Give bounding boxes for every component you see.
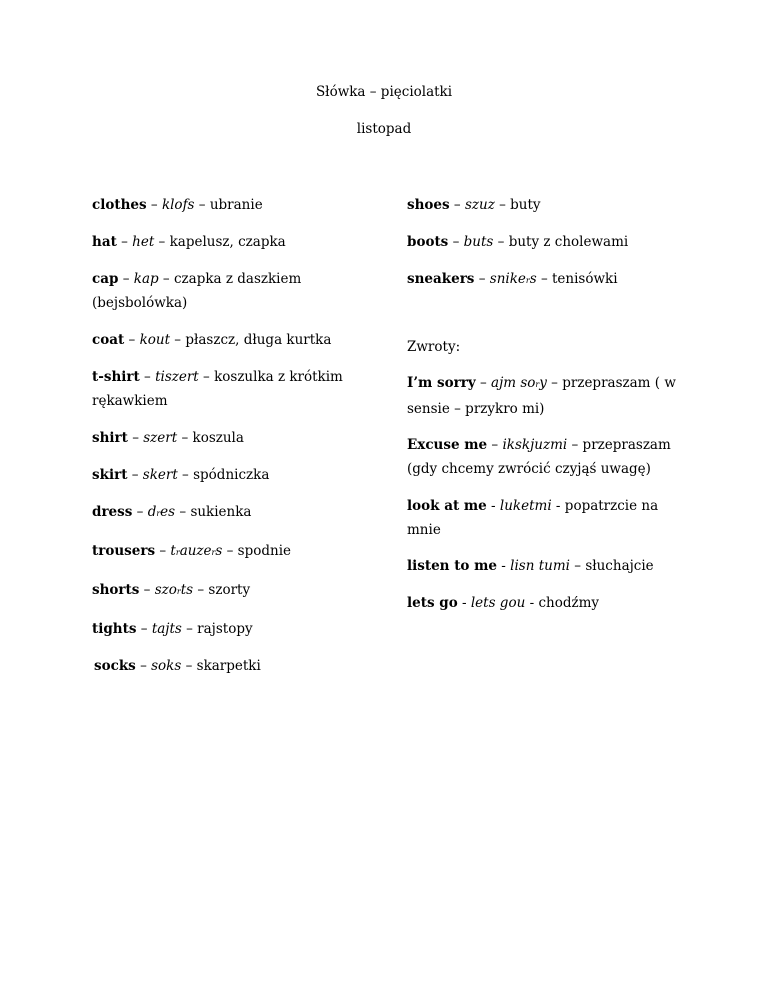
vocab-meaning: tenisówki	[552, 271, 618, 287]
separator: –	[569, 558, 586, 574]
vocab-entry-skirt	[92, 463, 362, 487]
separator: –	[136, 621, 152, 637]
vocab-entry-shorts	[92, 578, 362, 604]
separator: –	[170, 332, 186, 348]
phrase-meaning: chodźmy	[538, 595, 600, 611]
separator: –	[175, 504, 191, 520]
phrase-text: listen to me	[407, 558, 498, 574]
vocab-pronunciation: kap	[133, 271, 159, 287]
separator: –	[135, 658, 152, 674]
phrase-entry-lets-go	[407, 591, 677, 615]
separator: –	[198, 369, 215, 385]
separator: -	[525, 595, 539, 611]
separator: –	[449, 197, 465, 213]
separator: -	[551, 498, 565, 514]
phrase-pronunciation: lisn tumi	[510, 558, 570, 574]
vocab-pronunciation: buts	[463, 234, 494, 250]
phrase-pronunciation: ajm sory	[491, 375, 547, 391]
separator: –	[139, 582, 155, 598]
vocab-meaning: sukienka	[190, 504, 252, 520]
vocabulary-left-column	[92, 193, 362, 678]
vocab-entry-shirt	[92, 426, 362, 450]
vocab-word: sneakers	[407, 271, 475, 287]
separator: –	[146, 197, 162, 213]
separator: -	[457, 595, 471, 611]
vocab-meaning: płaszcz, długa kurtka	[185, 332, 332, 348]
vocab-meaning: koszula	[192, 430, 244, 446]
phrase-pronunciation: luketmi	[499, 498, 552, 514]
vocab-word: shoes	[407, 197, 450, 213]
vocab-word: cap	[92, 271, 119, 287]
phrase-pronunciation: lets gou	[470, 595, 526, 611]
separator: –	[194, 197, 210, 213]
vocab-meaning: spodnie	[237, 543, 291, 559]
vocab-pronunciation: het	[132, 234, 155, 250]
separator: –	[124, 332, 140, 348]
separator: –	[118, 271, 134, 287]
separator: –	[158, 271, 174, 287]
phrase-text: I’m sorry	[407, 375, 476, 391]
vocab-pronunciation: szuz	[464, 197, 495, 213]
vocab-meaning: kapelusz, czapka	[169, 234, 286, 250]
separator: –	[448, 234, 464, 250]
separator: –	[177, 467, 194, 483]
vocab-word: hat	[92, 234, 117, 250]
phrase-pronunciation: ikskjuzmi	[502, 437, 568, 453]
vocab-entry-tights	[92, 617, 362, 641]
phrase-entry-excuse-me	[407, 433, 677, 481]
vocab-pronunciation: szert	[143, 430, 178, 446]
separator: –	[181, 621, 198, 637]
vocab-pronunciation: skert	[142, 467, 178, 483]
phrases-heading: Zwroty:	[407, 339, 461, 355]
vocab-word: shirt	[92, 430, 128, 446]
separator: –	[155, 543, 171, 559]
phrase-entry-look-at-me	[407, 494, 677, 542]
document-title: Słówka – pięciolatki	[315, 84, 453, 100]
separator: –	[222, 543, 238, 559]
document-subtitle: listopad	[356, 121, 412, 137]
vocab-entry-t-shirt	[92, 365, 362, 413]
vocab-pronunciation: trauzers	[170, 543, 223, 559]
vocab-meaning: skarpetki	[196, 658, 261, 674]
vocab-entry-shoes	[407, 193, 677, 217]
vocab-word: dress	[92, 504, 133, 520]
vocab-pronunciation: snikers	[489, 271, 537, 287]
vocab-entry-boots	[407, 230, 677, 254]
vocab-word: t-shirt	[92, 369, 140, 385]
vocab-pronunciation: dres	[147, 504, 176, 520]
vocab-pronunciation: tajts	[151, 621, 182, 637]
phrase-entry-im-sorry	[407, 371, 677, 421]
vocab-word: coat	[92, 332, 125, 348]
vocab-meaning: czapka z daszkiem (bejsbolówka)	[92, 271, 302, 311]
vocab-pronunciation: klofs	[161, 197, 195, 213]
separator: –	[127, 467, 143, 483]
separator: –	[116, 234, 133, 250]
vocab-word: trousers	[92, 543, 156, 559]
vocab-word: socks	[94, 658, 136, 674]
vocab-entry-cap	[92, 267, 362, 315]
phrase-meaning: przepraszam (gdy chcemy zwrócić czyjąś uwagę)	[407, 437, 671, 477]
vocab-meaning: koszulka z krótkim rękawkiem	[92, 369, 343, 409]
vocab-entry-coat	[92, 328, 362, 352]
separator: –	[567, 437, 583, 453]
separator: –	[127, 430, 144, 446]
phrase-entry-listen-to-me	[407, 554, 677, 578]
separator: –	[139, 369, 156, 385]
vocab-word: boots	[407, 234, 449, 250]
phrase-text: look at me	[407, 498, 487, 514]
separator: –	[493, 234, 509, 250]
separator: –	[154, 234, 170, 250]
vocab-pronunciation: szorts	[154, 582, 194, 598]
separator: –	[487, 437, 503, 453]
vocab-pronunciation: tiszert	[155, 369, 199, 385]
vocab-meaning: rajstopy	[197, 621, 253, 637]
vocab-pronunciation: soks	[151, 658, 182, 674]
vocab-entry-dress	[92, 500, 362, 526]
vocab-entry-hat	[92, 230, 362, 254]
vocab-entry-socks	[94, 654, 364, 678]
vocab-pronunciation: kout	[139, 332, 170, 348]
separator: –	[132, 504, 148, 520]
vocabulary-right-column	[407, 193, 677, 615]
separator: –	[193, 582, 209, 598]
separator: –	[546, 375, 563, 391]
separator: –	[536, 271, 552, 287]
vocab-word: tights	[92, 621, 137, 637]
vocab-entry-clothes	[92, 193, 362, 217]
phrase-meaning: przepraszam ( w sensie – przykro mi)	[407, 375, 676, 417]
vocab-meaning: ubranie	[209, 197, 263, 213]
separator: –	[181, 658, 197, 674]
separator: -	[486, 498, 500, 514]
vocab-entry-sneakers	[407, 267, 677, 293]
vocab-meaning: buty	[510, 197, 541, 213]
separator: –	[177, 430, 193, 446]
phrase-text: lets go	[407, 595, 458, 611]
separator: –	[474, 271, 490, 287]
phrase-meaning: słuchajcie	[585, 558, 654, 574]
vocab-meaning: szorty	[208, 582, 251, 598]
separator: -	[497, 558, 511, 574]
vocab-entry-trousers	[92, 539, 362, 565]
separator: –	[494, 197, 511, 213]
separator: –	[475, 375, 492, 391]
vocab-word: clothes	[92, 197, 147, 213]
phrase-meaning: popatrzcie na mnie	[407, 498, 659, 538]
vocab-meaning: spódniczka	[193, 467, 270, 483]
vocab-meaning: buty z cholewami	[508, 234, 629, 250]
phrase-text: Excuse me	[407, 437, 488, 453]
vocab-word: shorts	[92, 582, 140, 598]
vocab-word: skirt	[92, 467, 128, 483]
